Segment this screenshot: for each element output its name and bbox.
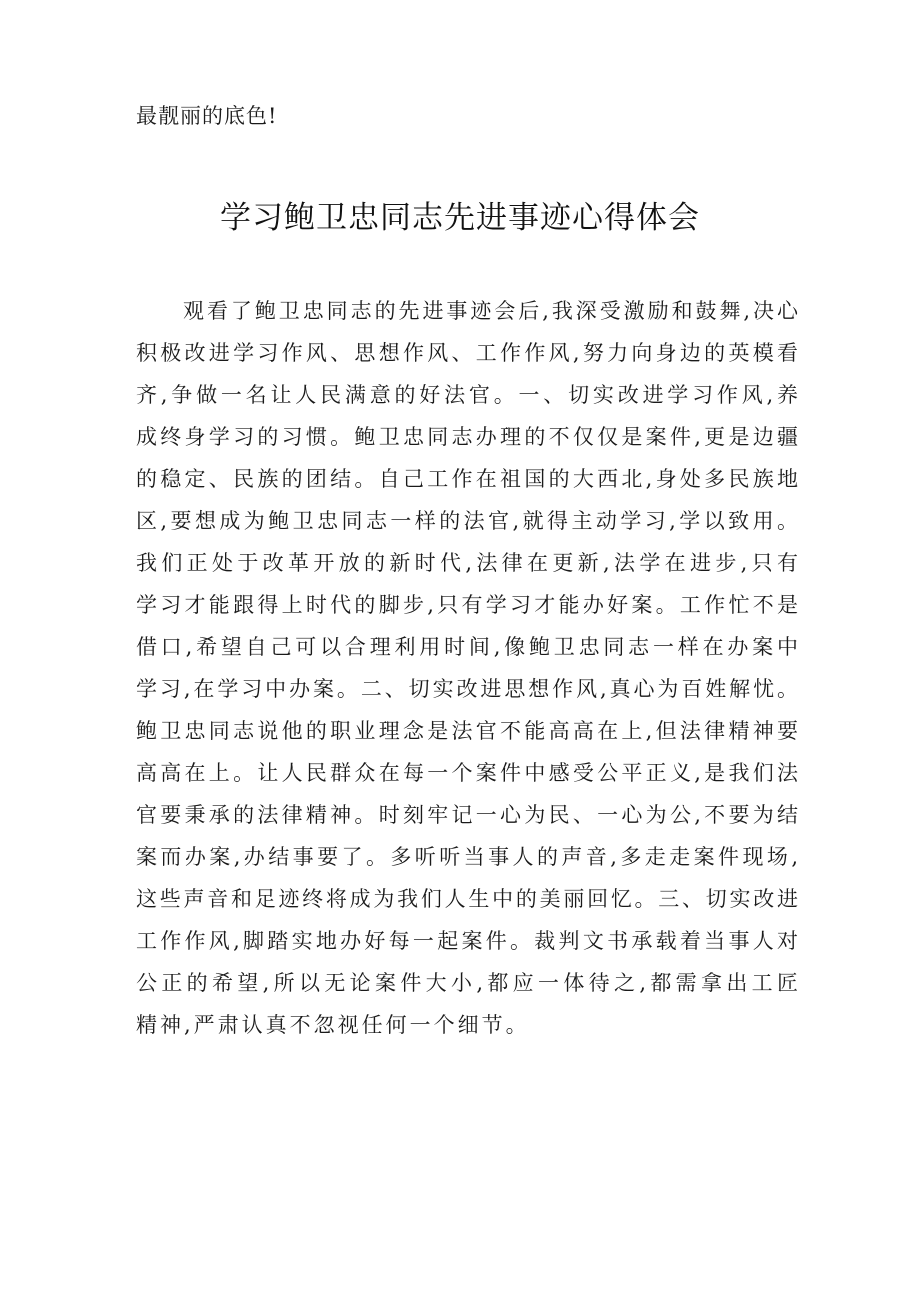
body-line: 鲍卫忠同志说他的职业理念是法官不能高高在上,但法律精神要 — [136, 719, 798, 743]
document-title: 学习鲍卫忠同志先进事迹心得体会 — [220, 200, 700, 236]
body-line: 精神,严肃认真不忽视任何一个细节。 — [136, 1013, 530, 1037]
body-line: 这些声音和足迹终将成为我们人生中的美丽回忆。三、切实改进 — [136, 887, 798, 911]
body-paragraph — [136, 290, 798, 1046]
body-line: 工作作风,脚踏实地办好每一起案件。裁判文书承载着当事人对 — [136, 929, 798, 953]
body-line: 观看了鲍卫忠同志的先进事迹会后,我深受激励和鼓舞,决心 — [183, 299, 798, 323]
body-line: 案而办案,办结事要了。多听听当事人的声音,多走走案件现场, — [136, 845, 798, 869]
body-line: 借口,希望自己可以合理利用时间,像鲍卫忠同志一样在办案中 — [136, 635, 798, 659]
body-line: 成终身学习的习惯。鲍卫忠同志办理的不仅仅是案件,更是边疆 — [136, 425, 798, 449]
body-line: 公正的希望,所以无论案件大小,都应一体待之,都需拿出工匠 — [136, 971, 798, 995]
body-line: 官要秉承的法律精神。时刻牢记一心为民、一心为公,不要为结 — [136, 803, 798, 827]
body-line: 齐,争做一名让人民满意的好法官。一、切实改进学习作风,养 — [136, 383, 798, 407]
body-line: 高高在上。让人民群众在每一个案件中感受公平正义,是我们法 — [136, 761, 798, 785]
previous-page-tail: 最靓丽的底色! — [136, 104, 278, 128]
body-line: 我们正处于改革开放的新时代,法律在更新,法学在进步,只有 — [136, 551, 798, 575]
body-line: 积极改进学习作风、思想作风、工作作风,努力向身边的英模看 — [136, 341, 798, 365]
body-line: 区,要想成为鲍卫忠同志一样的法官,就得主动学习,学以致用。 — [136, 509, 798, 533]
body-line: 学习,在学习中办案。二、切实改进思想作风,真心为百姓解忧。 — [136, 677, 798, 701]
body-line: 学习才能跟得上时代的脚步,只有学习才能办好案。工作忙不是 — [136, 593, 798, 617]
body-line: 的稳定、民族的团结。自己工作在祖国的大西北,身处多民族地 — [136, 467, 798, 491]
